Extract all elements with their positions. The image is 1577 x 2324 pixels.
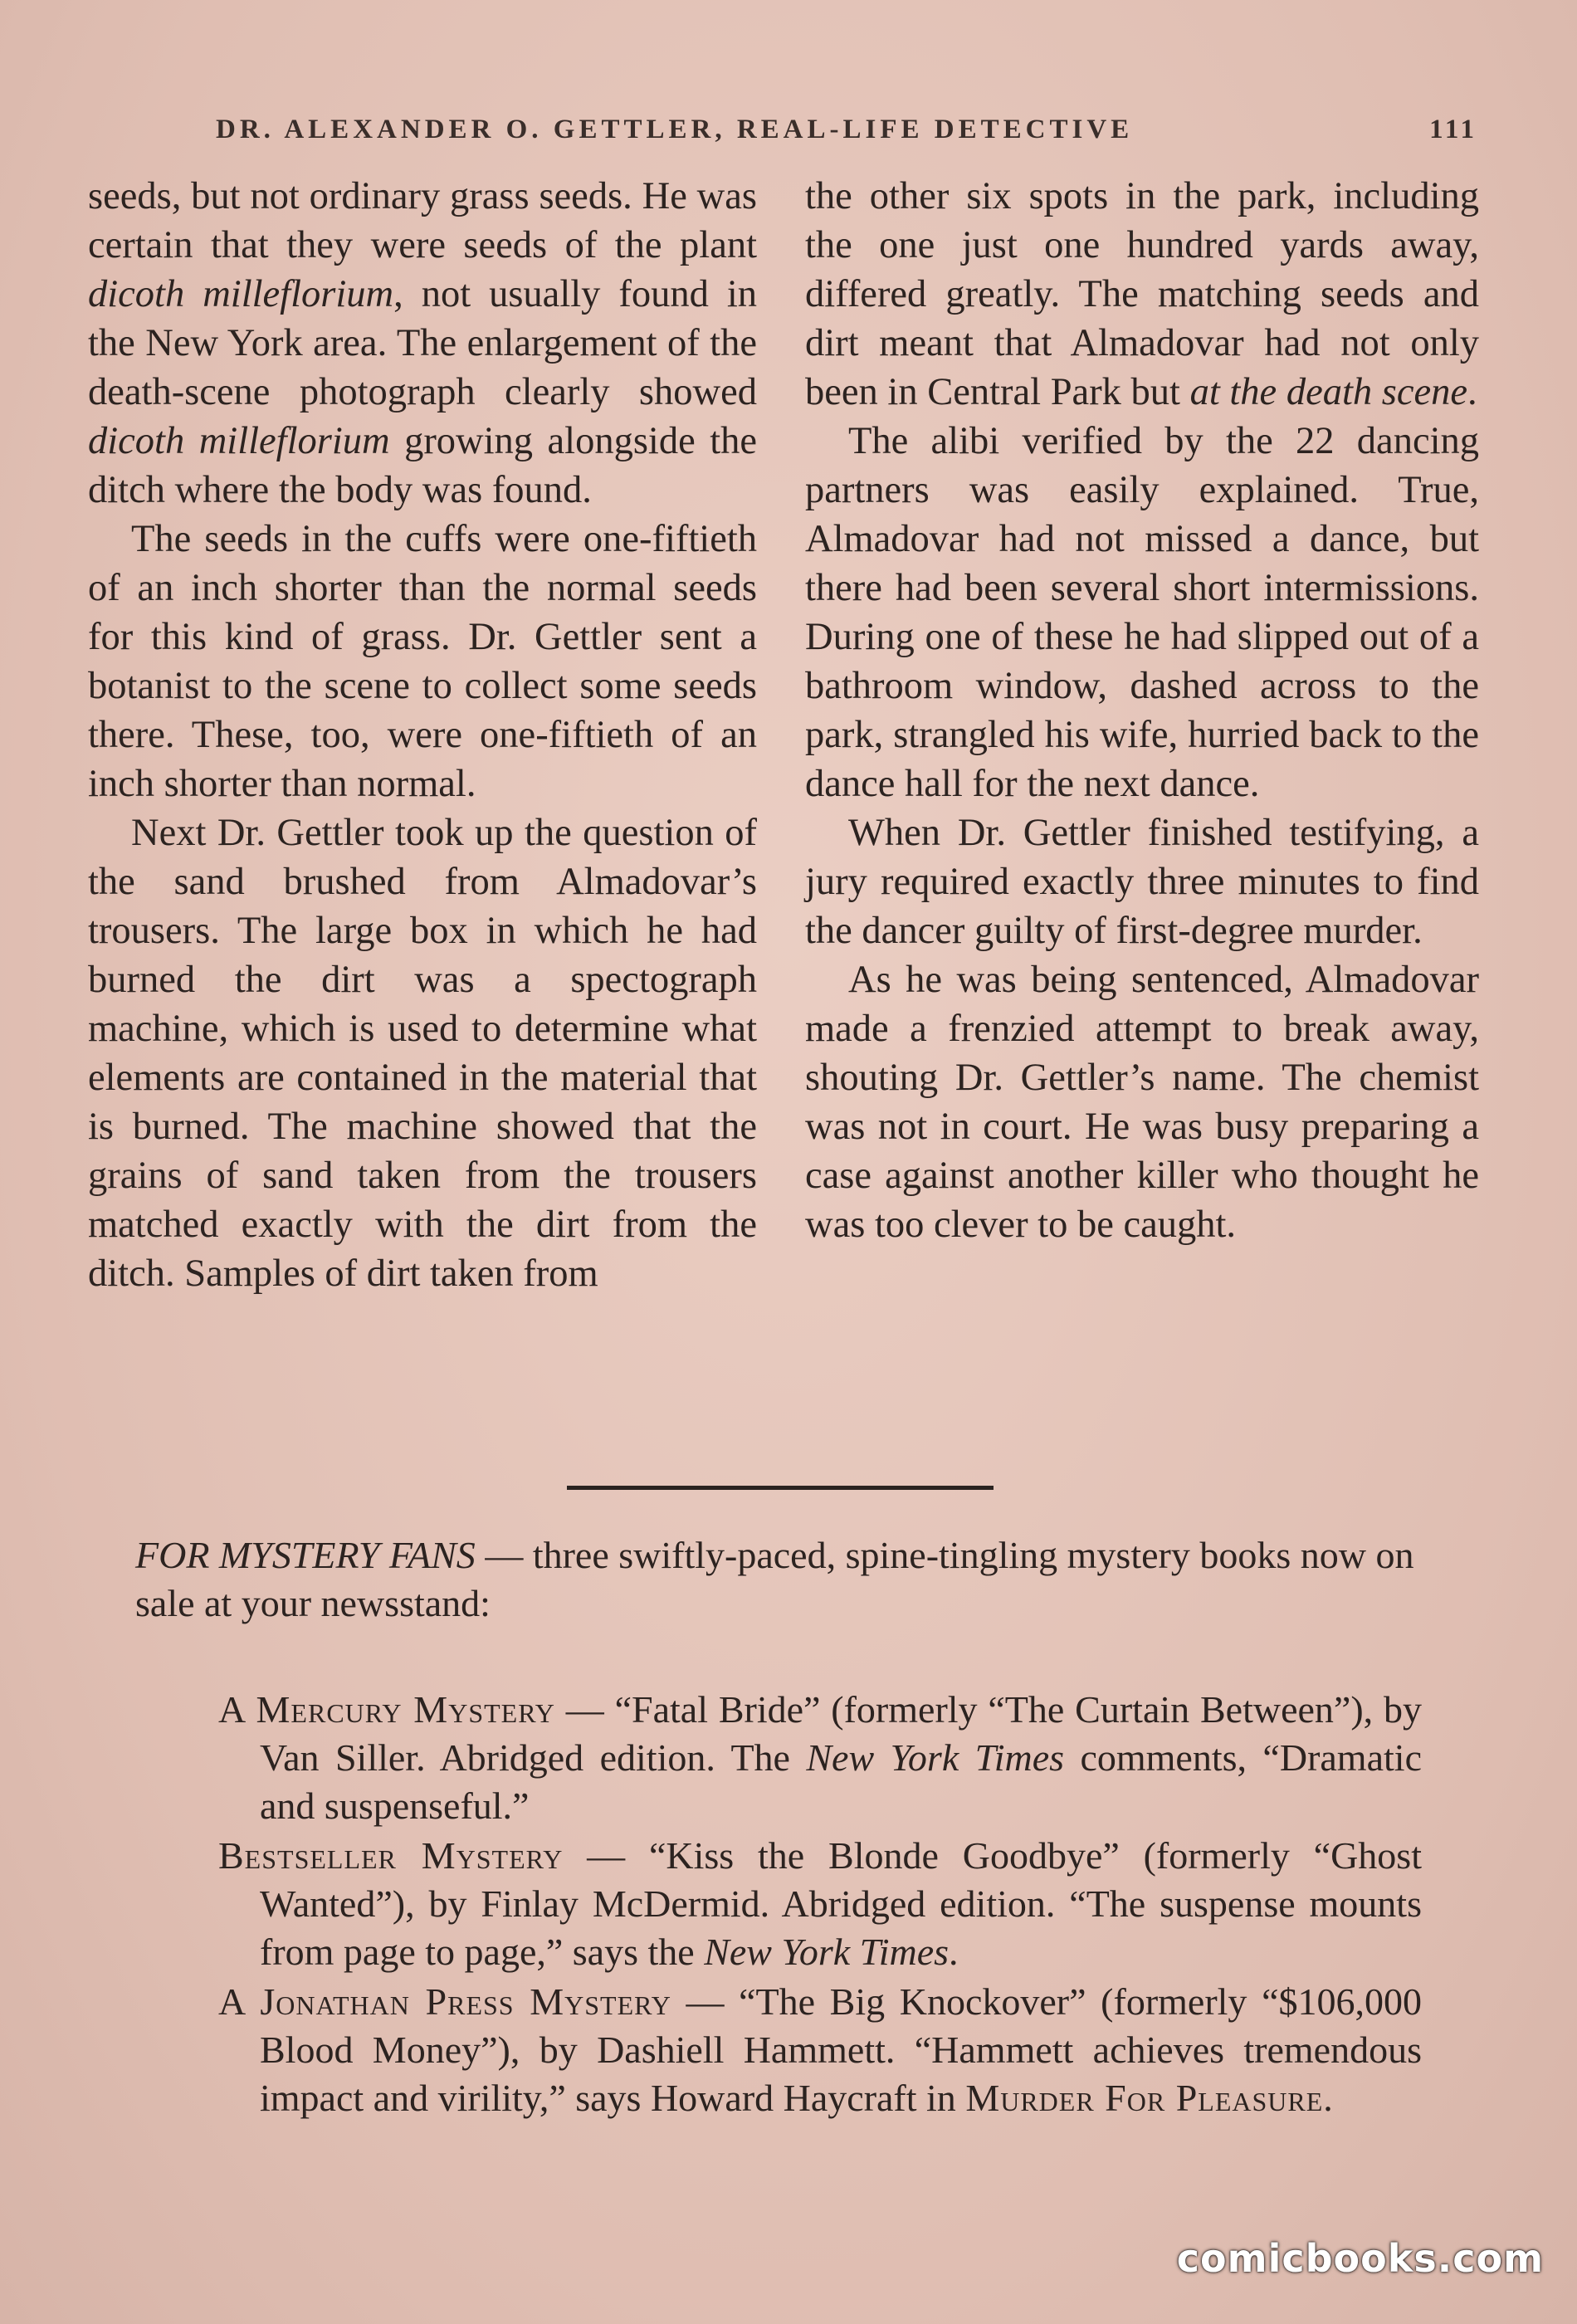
book-series: A Jonathan Press Mystery bbox=[218, 1980, 671, 2023]
book-series: Bestseller Mystery bbox=[218, 1834, 564, 1877]
left-column bbox=[88, 172, 757, 1298]
left-paragraph-3: Next Dr. Gettler took up the question of the sand brushed from Almadovar’s trousers. The large box in which he had burned the dirt was a spectograph machine, which is used to determine what elements are contained in the material that is burned. The machine showed that the grains of sand taken from the trousers matched exactly with the dirt from the ditch. Samples of dirt taken from bbox=[88, 812, 757, 1295]
running-header bbox=[216, 115, 1477, 156]
section-divider bbox=[567, 1486, 994, 1490]
book-item: A Mercury Mystery — “Fatal Bride” (formerly “The Curtain Between”), by Van Siller. Abridged edition. The New York Times comments, “Dramatic and suspenseful.” bbox=[218, 1688, 1423, 1827]
running-header-title: DR. ALEXANDER O. GETTLER, REAL-LIFE DETECTIVE bbox=[216, 115, 1134, 144]
promo-tag: FOR MYSTERY FANS bbox=[135, 1534, 476, 1576]
book-series: A Mercury Mystery bbox=[218, 1688, 555, 1731]
right-paragraph-2: The alibi verified by the 22 dancing partners was easily explained. True, Almadovar had not missed a dance, but there had been several short intermissions. During one of these he had slipped out of a bathroom window, dashed across to the park, strangled his wife, hurried back to the dance hall for the next dance. bbox=[805, 420, 1479, 805]
book-item: A Jonathan Press Mystery — “The Big Knockover” (formerly “$106,000 Blood Money”), by Dashiell Hammett. “Hammett achieves tremendous impact and virility,” says Howard Haycraft in Murder For Pleasure. bbox=[218, 1980, 1422, 2119]
left-paragraph-2: The seeds in the cuffs were one-fiftieth of an inch shorter than the normal seeds for this kind of grass. Dr. Gettler sent a botanist to the scene to collect some seeds there. These, too, were one-fiftieth of an inch shorter than normal. bbox=[88, 518, 757, 805]
promo-lead: FOR MYSTERY FANS — three swiftly-paced, spine-tingling mystery books now on sale at your newsstand: bbox=[135, 1534, 1414, 1624]
book-item: Bestseller Mystery — “Kiss the Blonde Goodbye” (formerly “Ghost Wanted”), by Finlay McDermid. Abridged edition. “The suspense mounts from page to page,” says the New York Times. bbox=[218, 1834, 1422, 1973]
right-paragraph-3: When Dr. Gettler finished testifying, a jury required exactly three minutes to find the dancer guilty of first-degree murder. bbox=[805, 812, 1479, 952]
page-number: 111 bbox=[1429, 115, 1477, 144]
right-paragraph-1: the other six spots in the park, including the one just one hundred yards away, differed greatly. The matching seeds and dirt meant that Almadovar had not only been in Central Park but at the death scene. bbox=[805, 175, 1479, 413]
right-column bbox=[805, 172, 1479, 1249]
site-watermark: comicbooks.com bbox=[1176, 2236, 1544, 2281]
mystery-promo bbox=[135, 1531, 1430, 2124]
book-list bbox=[135, 1686, 1430, 2122]
right-paragraph-4: As he was being sentenced, Almadovar made a frenzied attempt to break away, shouting Dr. Gettler’s name. The chemist was not in court. He was busy preparing a case against another killer who thought he was too clever to be caught. bbox=[805, 959, 1479, 1246]
left-paragraph-1: seeds, but not ordinary grass seeds. He was certain that they were seeds of the plant dicoth milleflorium, not usually found in the New York area. The enlargement of the death-scene photograph clearly showed dicoth milleflorium growing alongside the ditch where the body was found. bbox=[88, 175, 757, 511]
